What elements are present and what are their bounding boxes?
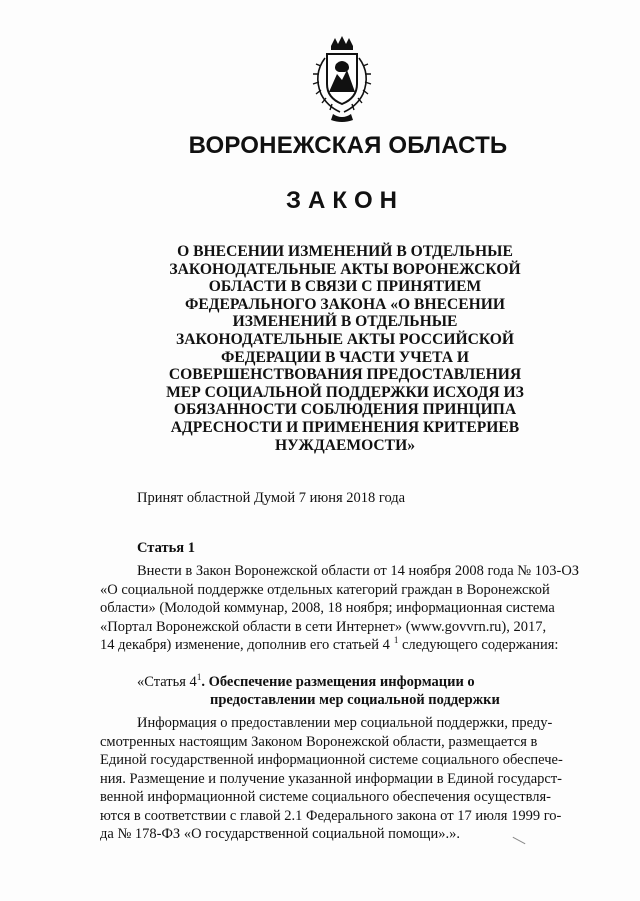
title-line: НУЖДАЕМОСТИ» — [274, 436, 415, 454]
region-name: ВОРОНЕЖСКАЯ ОБЛАСТЬ — [188, 132, 508, 159]
text-line — [100, 714, 592, 733]
text-line — [100, 618, 592, 637]
line-text: «Портал Воронежской области в сети Интернет» (www.govvrn.ru), 2017, — [100, 618, 547, 635]
text-line — [100, 562, 592, 581]
text-line — [100, 599, 592, 618]
title-line: ИЗМЕНЕНИЙ В ОТДЕЛЬНЫЕ — [232, 313, 458, 331]
title-line: ОБЛАСТИ В СВЯЗИ С ПРИНЯТИЕМ — [208, 278, 482, 296]
title-line: ОБЯЗАННОСТИ СОБЛЮДЕНИЯ ПРИНЦИПА — [173, 401, 517, 419]
text-line — [100, 581, 592, 600]
line-text: «О социальной поддержке отдельных категорий граждан в Воронежской — [100, 581, 550, 598]
voronezh-coat-of-arms-icon — [307, 36, 377, 124]
line-text: да № 178-ФЗ «О государственной социальной помощи».». — [100, 826, 460, 842]
line-text: венной информационной системе социального обеспечения осуществля- — [100, 789, 551, 805]
text-line — [100, 788, 592, 807]
title-line: АДРЕСНОСТИ И ПРИМЕНЕНИЯ КРИТЕРИЕВ — [170, 418, 520, 436]
title-line: ЗАКОНОДАТЕЛЬНЫЕ АКТЫ РОССИЙСКОЙ — [175, 330, 515, 348]
article-1-text — [100, 562, 592, 655]
title-line: МЕР СОЦИАЛЬНОЙ ПОДДЕРЖКИ ИСХОДЯ ИЗ — [166, 383, 524, 401]
document-title — [150, 243, 540, 454]
line-text: ния. Размещение и получение указанной информации в Единой государст- — [100, 770, 562, 787]
line-text: Единой государственной информационной системе социального обеспече- — [100, 752, 563, 768]
line-text: Информация о предоставлении мер социальной поддержки, преду- — [137, 715, 553, 731]
article-4-1-text — [100, 714, 592, 844]
superscript: 1 — [196, 672, 202, 683]
adoption-date-line: Принят областной Думой 7 июня 2018 года — [137, 490, 406, 506]
article-1-heading: Статья 1 — [137, 540, 195, 556]
line-text: 14 декабря) изменение, дополнив его статьей 4 — [100, 637, 390, 653]
line-text: области» (Молодой коммунар, 2008, 18 ноября; информационная система — [100, 600, 555, 616]
title-line: О ВНЕСЕНИИ ИЗМЕНЕНИЙ В ОТДЕЛЬНЫЕ — [177, 243, 513, 260]
article-prefix: «Статья 4 — [137, 674, 197, 690]
title-line: ФЕДЕРАЛЬНОГО ЗАКОНА «О ВНЕСЕНИИ — [184, 295, 506, 313]
article-title-part: предоставлении мер социальной поддержки — [210, 692, 500, 708]
text-line — [100, 807, 592, 826]
text-line — [100, 770, 592, 789]
text-line — [100, 733, 592, 752]
article-title-part: . Обеспечение размещения информации о — [201, 674, 475, 690]
title-line: СОВЕРШЕНСТВОВАНИЯ ПРЕДОСТАВЛЕНИЯ — [168, 366, 522, 384]
superscript: 1 — [393, 635, 399, 646]
line-text: ются в соответствии с главой 2.1 Федерального закона от 17 июля 1999 го- — [100, 807, 562, 824]
title-line: ЗАКОНОДАТЕЛЬНЫЕ АКТЫ ВОРОНЕЖСКОЙ — [169, 260, 521, 278]
line-text: смотренных настоящим Законом Воронежской области, размещается в — [100, 733, 538, 750]
text-line — [100, 636, 592, 655]
line-text: Внести в Закон Воронежской области от 14 ноября 2008 года № 103-ОЗ — [137, 563, 580, 579]
line-text: следующего содержания: — [398, 637, 559, 653]
title-line: ФЕДЕРАЦИИ В ЧАСТИ УЧЕТА И — [220, 348, 470, 366]
text-line — [100, 751, 592, 770]
document-type: ЗАКОН — [285, 187, 404, 214]
article-4-1-heading — [137, 673, 500, 709]
